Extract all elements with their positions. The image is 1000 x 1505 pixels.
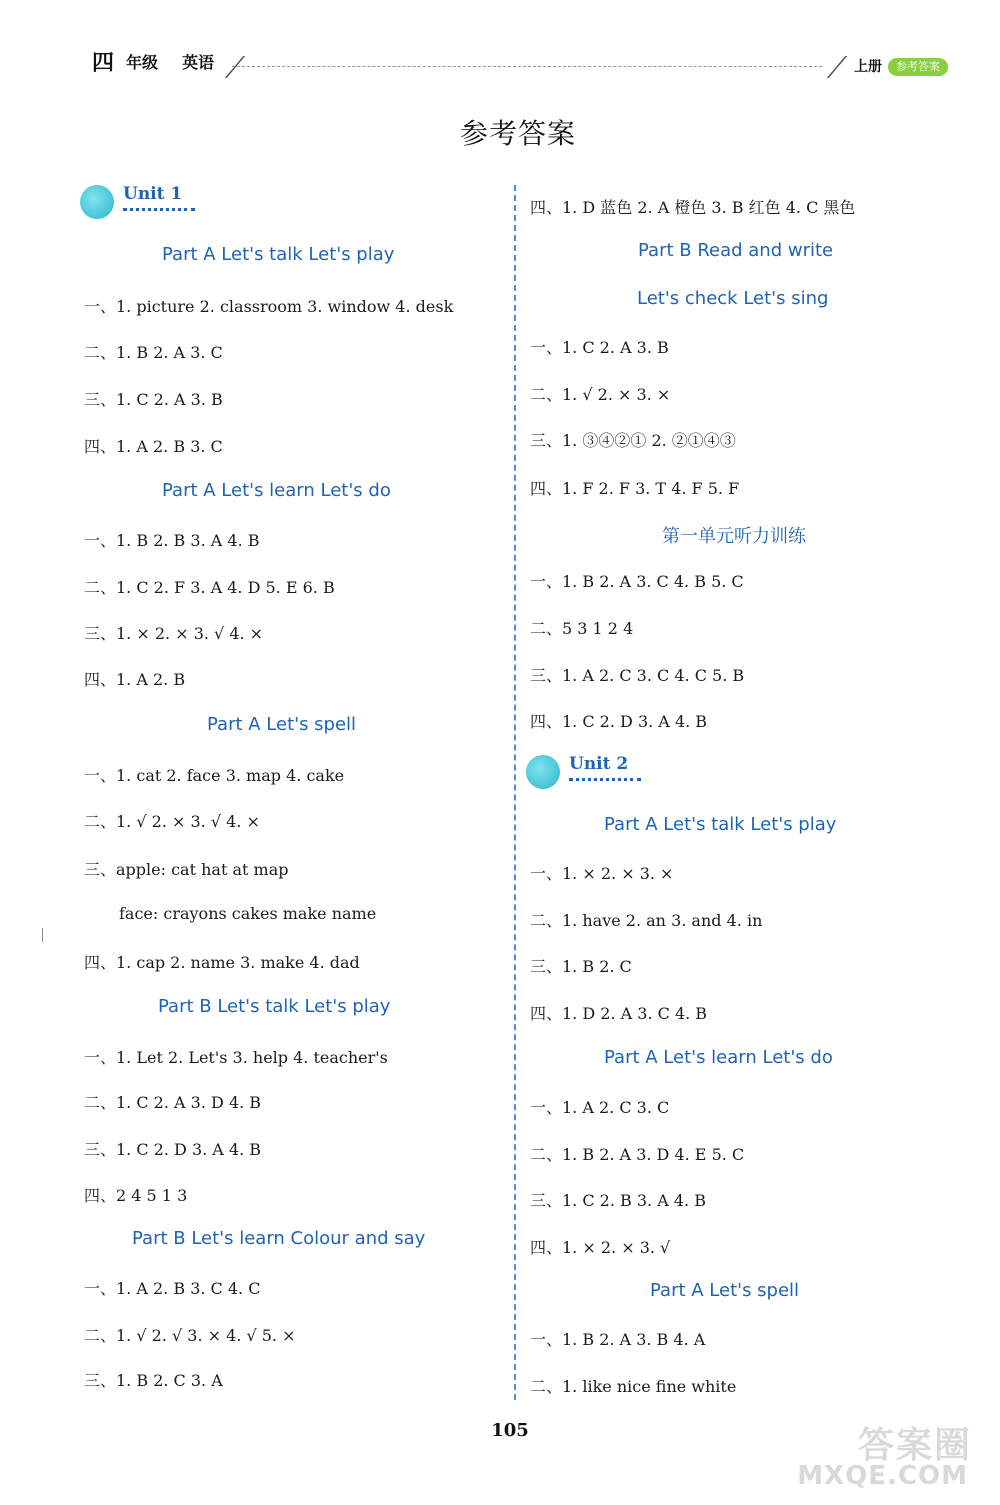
answer-row: 四、1. A 2. B 3. C [84,437,223,456]
section-heading: Part A Let's talk Let's play [162,244,395,265]
unit-label: Unit 1 [123,184,183,204]
answer-row: 三、1. C 2. B 3. A 4. B [530,1191,706,1210]
answer-row: 四、1. D 蓝色 2. A 橙色 3. B 红色 4. C 黑色 [530,198,856,217]
header-badge: 参考答案 [888,58,948,76]
watermark-text: 答案圈 [857,1425,972,1466]
header-volume: 上册 [854,59,882,75]
unit-circle-icon [526,755,560,789]
answer-row: 二、1. C 2. A 3. D 4. B [84,1093,262,1112]
unit-label: Unit 2 [569,754,629,774]
header-rule [232,66,822,67]
header-grade: 四 [92,51,115,76]
answer-row: 一、1. A 2. C 3. C [530,1098,670,1117]
answer-row: 四、2 4 5 1 3 [84,1186,188,1205]
answer-row: 三、1. C 2. D 3. A 4. B [84,1140,262,1159]
section-heading: Let's check Let's sing [637,288,829,309]
answer-row: 四、1. D 2. A 3. C 4. B [530,1004,708,1023]
answer-row: 三、1. A 2. C 3. C 4. C 5. B [530,666,745,685]
answer-row: 三、1. C 2. A 3. B [84,390,223,409]
unit-dots [123,208,195,211]
section-heading: Part A Let's talk Let's play [604,814,837,835]
answer-row: 四、1. × 2. × 3. √ [530,1238,671,1257]
unit-dots [569,778,641,781]
answer-row: 四、1. cap 2. name 3. make 4. dad [84,953,360,972]
section-heading: Part A Let's spell [207,714,357,735]
page-number: 105 [491,1420,529,1441]
answer-row: 四、1. A 2. B [84,670,186,689]
section-heading: 第一单元听力训练 [662,526,806,547]
answer-row: 二、1. C 2. F 3. A 4. D 5. E 6. B [84,578,335,597]
unit-heading [80,182,240,222]
answer-row: face: crayons cakes make name [119,904,377,923]
answer-row: 一、1. picture 2. classroom 3. window 4. desk [84,297,454,316]
column-divider [514,185,516,1400]
answer-row: 三、apple: cat hat at map [84,860,289,879]
section-heading: Part B Read and write [638,240,834,261]
answer-row: 一、1. B 2. A 3. B 4. A [530,1330,706,1349]
watermark-url: MXQE.COM [797,1461,968,1491]
answer-row: 二、1. like nice fine white [530,1377,737,1396]
answer-row: 一、1. × 2. × 3. × [530,864,674,883]
page-header [92,44,952,84]
answer-row: 四、1. C 2. D 3. A 4. B [530,712,708,731]
edge-mark [42,928,43,942]
unit-heading [526,752,686,792]
answer-row: 三、1. ③④②① 2. ②①④③ [530,431,736,450]
section-heading: Part A Let's learn Let's do [604,1047,833,1068]
answer-row: 二、1. B 2. A 3. C [84,343,223,362]
answer-row: 二、1. √ 2. × 3. × [530,385,671,404]
answer-row: 一、1. B 2. B 3. A 4. B [84,531,260,550]
unit-circle-icon [80,185,114,219]
watermark-logo [797,1417,980,1497]
header-slash-left [225,56,245,78]
answer-row: 二、1. √ 2. √ 3. × 4. √ 5. × [84,1326,296,1345]
answer-row: 一、1. cat 2. face 3. map 4. cake [84,766,345,785]
section-heading: Part B Let's learn Colour and say [132,1228,426,1249]
answer-row: 二、1. have 2. an 3. and 4. in [530,911,763,930]
page-title: 参考答案 [459,117,576,150]
answer-row: 一、1. C 2. A 3. B [530,338,669,357]
answer-row: 一、1. B 2. A 3. C 4. B 5. C [530,572,744,591]
answer-row: 二、5 3 1 2 4 [530,619,634,638]
header-slash-right [827,56,847,78]
answer-row: 三、1. B 2. C [530,957,632,976]
answer-row: 三、1. × 2. × 3. √ 4. × [84,624,264,643]
header-grade-label: 年级 [126,53,159,72]
answer-row: 一、1. Let 2. Let's 3. help 4. teacher's [84,1048,388,1067]
header-subject: 英语 [182,53,215,72]
answer-row: 四、1. F 2. F 3. T 4. F 5. F [530,479,740,498]
section-heading: Part A Let's learn Let's do [162,480,391,501]
answer-row: 二、1. √ 2. × 3. √ 4. × [84,812,260,831]
answer-row: 三、1. B 2. C 3. A [84,1371,223,1390]
answer-row: 二、1. B 2. A 3. D 4. E 5. C [530,1145,745,1164]
section-heading: Part B Let's talk Let's play [158,996,391,1017]
section-heading: Part A Let's spell [650,1280,800,1301]
answer-row: 一、1. A 2. B 3. C 4. C [84,1279,261,1298]
